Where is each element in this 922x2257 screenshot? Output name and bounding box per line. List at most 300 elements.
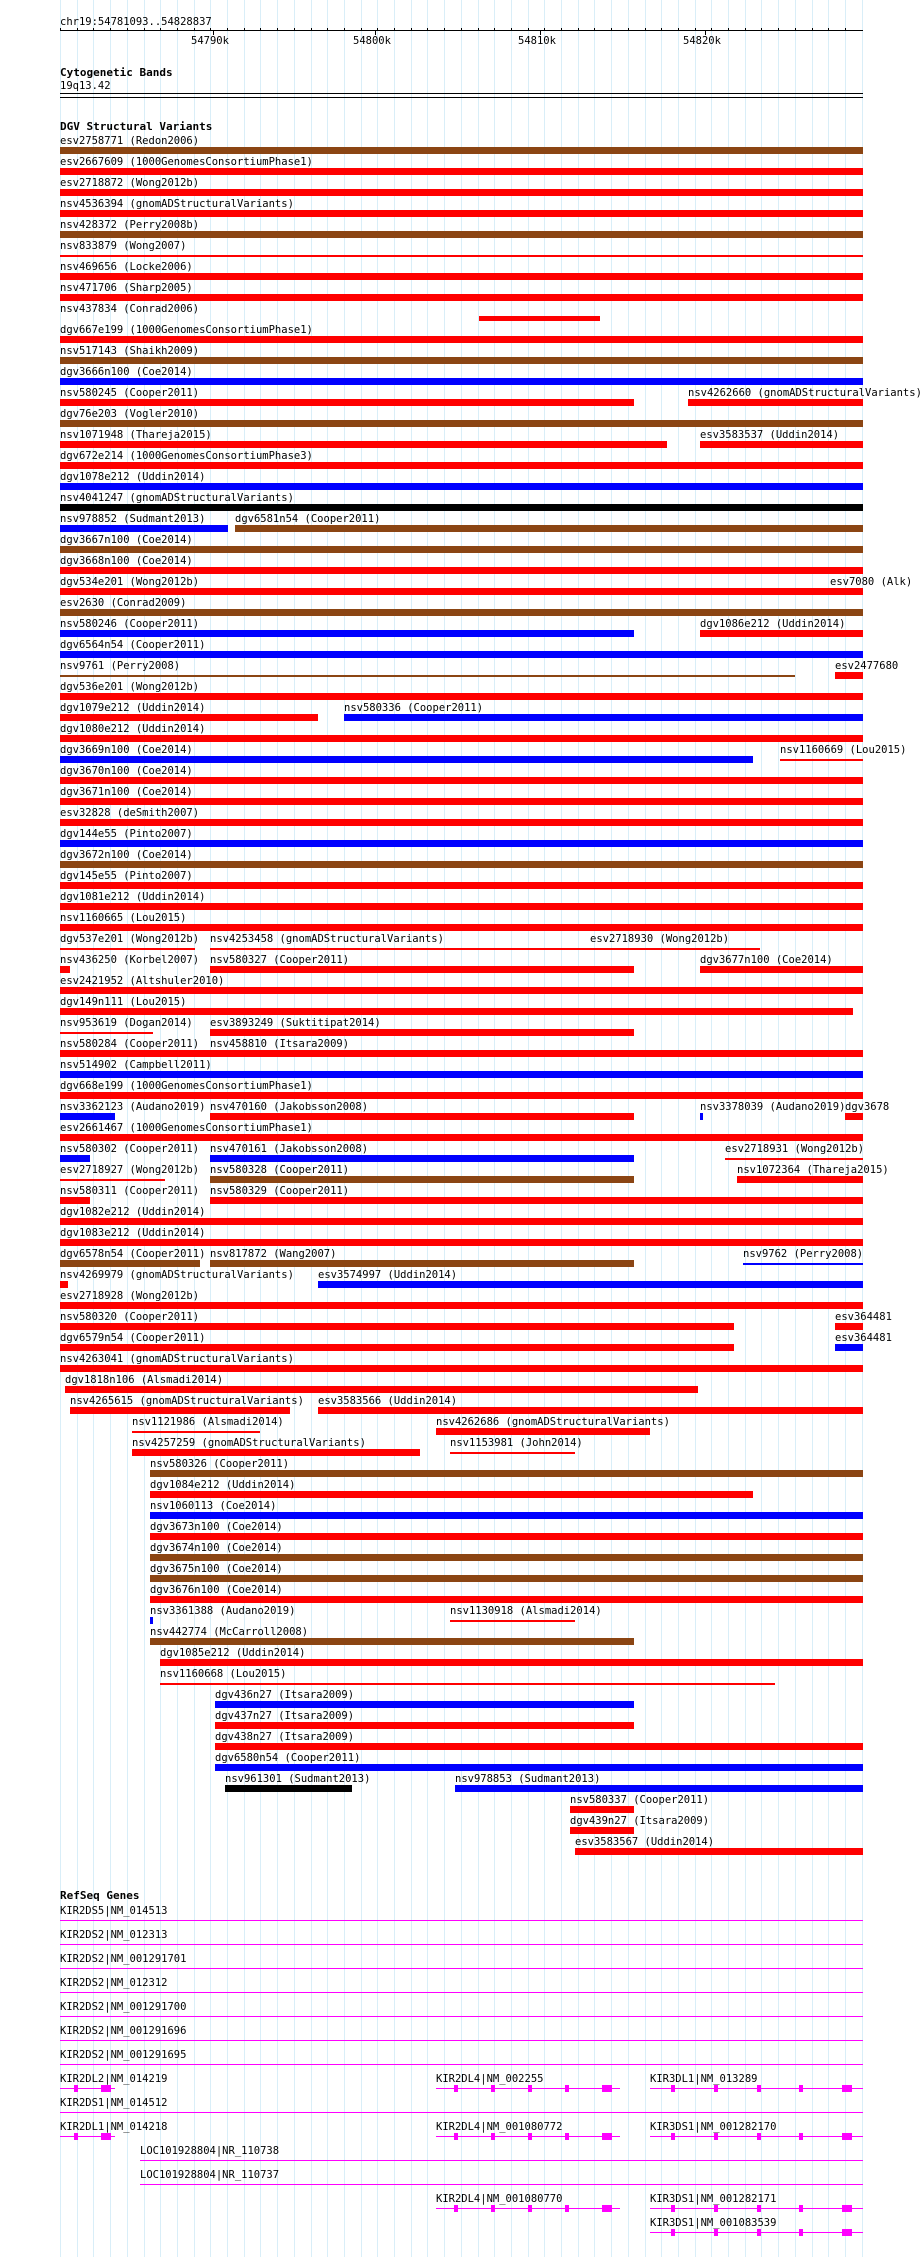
gene-exon (799, 2133, 803, 2140)
ruler-minor-tick (611, 28, 612, 31)
variant-bar[interactable] (60, 756, 753, 763)
variant-label[interactable]: nsv3362123 (Audano2019) (60, 1101, 206, 1113)
variant-label[interactable]: nsv1153981 (John2014) (450, 1437, 583, 1449)
variant-bar[interactable] (60, 336, 863, 343)
ruler-minor-tick (210, 28, 211, 31)
variant-label[interactable]: dgv438n27 (Itsara2009) (215, 1731, 355, 1743)
variant-label[interactable]: nsv1160665 (Lou2015) (60, 912, 187, 924)
variant-label[interactable]: dgv6564n54 (Cooper2011) (60, 639, 206, 651)
variant-label[interactable]: nsv469656 (Locke2006) (60, 261, 193, 273)
variant-bar[interactable] (150, 1554, 863, 1561)
variant-bar[interactable] (60, 819, 863, 826)
variant-label[interactable]: dgv439n27 (Itsara2009) (570, 1815, 710, 1827)
gene-label[interactable]: KIR2DS2|NM_001291700 (60, 2001, 187, 2013)
ruler-minor-tick (411, 28, 412, 31)
gene-label[interactable]: KIR3DS1|NM_001282170 (650, 2121, 777, 2133)
variant-label[interactable]: dgv534e201 (Wong2012b) (60, 576, 200, 588)
variant-label[interactable]: dgv145e55 (Pinto2007) (60, 870, 193, 882)
variant-bar[interactable] (60, 903, 863, 910)
variant-bar[interactable] (210, 1029, 634, 1036)
variant-label[interactable]: dgv436n27 (Itsara2009) (215, 1689, 355, 1701)
ruler-minor-tick (394, 28, 395, 31)
variant-bar[interactable] (150, 1596, 863, 1603)
variant-label[interactable]: esv3574997 (Uddin2014) (318, 1269, 458, 1281)
gene-exon (799, 2229, 803, 2236)
variant-bar[interactable] (60, 735, 863, 742)
variant-label[interactable]: dgv1079e212 (Uddin2014) (60, 702, 206, 714)
variant-bar[interactable] (725, 1158, 863, 1160)
ruler-minor-tick (661, 28, 662, 31)
variant-label[interactable]: nsv953619 (Dogan2014) (60, 1017, 193, 1029)
variant-label[interactable]: nsv1121986 (Alsmadi2014) (132, 1416, 284, 1428)
variant-label[interactable]: esv2630 (Conrad2009) (60, 597, 187, 609)
gene-label[interactable]: KIR2DS1|NM_014512 (60, 2097, 168, 2109)
gene-exon (565, 2133, 569, 2140)
variant-bar[interactable] (318, 1281, 863, 1288)
variant-label[interactable]: dgv3668n100 (Coe2014) (60, 555, 193, 567)
variant-label[interactable]: nsv1072364 (Thareja2015) (737, 1164, 889, 1176)
variant-bar[interactable] (60, 1092, 863, 1099)
variant-label[interactable]: dgv6580n54 (Cooper2011) (215, 1752, 361, 1764)
variant-label[interactable]: nsv4253458 (gnomADStructuralVariants) (210, 933, 444, 945)
variant-label[interactable]: nsv580302 (Cooper2011) (60, 1143, 200, 1155)
variant-label[interactable]: nsv978853 (Sudmant2013) (455, 1773, 601, 1785)
variant-label[interactable]: dgv3670n100 (Coe2014) (60, 765, 193, 777)
variant-bar[interactable] (60, 294, 863, 301)
variant-label[interactable]: dgv3671n100 (Coe2014) (60, 786, 193, 798)
gene-line[interactable] (60, 2112, 863, 2113)
variant-label[interactable]: dgv3677n100 (Coe2014) (700, 954, 833, 966)
gene-label[interactable]: KIR3DL1|NM_013289 (650, 2073, 758, 2085)
gene-label[interactable]: KIR2DS2|NM_001291701 (60, 1953, 187, 1965)
variant-label[interactable]: esv2718930 (Wong2012b) (590, 933, 730, 945)
gene-label[interactable]: KIR3DS1|NM_001282171 (650, 2193, 777, 2205)
variant-bar[interactable] (150, 1533, 863, 1540)
ruler-minor-tick (578, 28, 579, 31)
variant-label[interactable]: dgv3675n100 (Coe2014) (150, 1563, 283, 1575)
variant-bar[interactable] (60, 948, 195, 950)
variant-label[interactable]: dgv1081e212 (Uddin2014) (60, 891, 206, 903)
gene-line[interactable] (60, 1992, 863, 1993)
variant-label[interactable]: nsv1060113 (Coe2014) (150, 1500, 277, 1512)
variant-label[interactable]: nsv1071948 (Thareja2015) (60, 429, 212, 441)
ruler-minor-tick (260, 28, 261, 31)
variant-bar[interactable] (160, 1659, 863, 1666)
gene-exon (671, 2085, 675, 2092)
gene-label[interactable]: KIR2DS2|NM_001291696 (60, 2025, 187, 2037)
variant-bar[interactable] (688, 399, 863, 406)
variant-label[interactable]: dgv3666n100 (Coe2014) (60, 366, 193, 378)
variant-bar[interactable] (60, 441, 667, 448)
variant-bar[interactable] (150, 1491, 753, 1498)
variant-label[interactable]: esv2477680 (835, 660, 899, 672)
variant-label[interactable]: nsv4269979 (gnomADStructuralVariants) (60, 1269, 294, 1281)
variant-bar[interactable] (65, 1386, 698, 1393)
ruler-minor-tick (227, 28, 228, 31)
variant-label[interactable]: nsv3361388 (Audano2019) (150, 1605, 296, 1617)
gene-exon (101, 2085, 111, 2092)
variant-bar[interactable] (132, 1449, 420, 1456)
variant-label[interactable]: esv364481 (835, 1332, 892, 1344)
variant-bar[interactable] (210, 1113, 634, 1120)
ruler-position-label: chr19:54781093..54828837 (60, 16, 212, 28)
variant-label[interactable]: dgv6579n54 (Cooper2011) (60, 1332, 206, 1344)
variant-bar[interactable] (835, 1323, 863, 1330)
ruler-minor-tick (77, 28, 78, 31)
variant-label[interactable]: esv3893249 (Suktitipat2014) (210, 1017, 381, 1029)
variant-bar[interactable] (60, 1179, 165, 1181)
variant-label[interactable]: dgv1080e212 (Uddin2014) (60, 723, 206, 735)
gene-exon (714, 2085, 718, 2092)
variant-label[interactable]: dgv3669n100 (Coe2014) (60, 744, 193, 756)
variant-label[interactable]: nsv1160669 (Lou2015) (780, 744, 907, 756)
gene-exon (454, 2205, 458, 2212)
variant-label[interactable]: nsv428372 (Perry2008b) (60, 219, 200, 231)
gene-label[interactable]: KIR2DL4|NM_001080772 (436, 2121, 563, 2133)
variant-bar[interactable] (60, 1365, 863, 1372)
ruler-minor-tick (494, 28, 495, 31)
variant-label[interactable]: dgv3672n100 (Coe2014) (60, 849, 193, 861)
variant-bar[interactable] (60, 273, 863, 280)
variant-bar[interactable] (60, 1071, 863, 1078)
variant-bar[interactable] (225, 1785, 352, 1792)
variant-bar[interactable] (60, 924, 863, 931)
variant-bar[interactable] (60, 714, 318, 721)
variant-label[interactable]: nsv3378039 (Audano2019) (700, 1101, 846, 1113)
gene-exon (602, 2133, 612, 2140)
variant-label[interactable]: nsv580329 (Cooper2011) (210, 1185, 350, 1197)
variant-bar[interactable] (60, 567, 863, 574)
variant-label[interactable]: dgv76e203 (Vogler2010) (60, 408, 200, 420)
variant-label[interactable]: nsv1160668 (Lou2015) (160, 1668, 287, 1680)
variant-bar[interactable] (450, 1452, 575, 1454)
gene-label[interactable]: KIR2DS2|NM_001291695 (60, 2049, 187, 2061)
variant-label[interactable]: esv3583567 (Uddin2014) (575, 1836, 715, 1848)
ruler-minor-tick (60, 28, 61, 31)
variant-bar[interactable] (60, 147, 863, 154)
variant-label[interactable]: dgv437n27 (Itsara2009) (215, 1710, 355, 1722)
variant-bar[interactable] (60, 840, 863, 847)
variant-bar[interactable] (570, 1827, 634, 1834)
ruler-minor-tick (110, 28, 111, 31)
variant-bar[interactable] (60, 693, 863, 700)
variant-bar[interactable] (150, 1470, 863, 1477)
variant-bar[interactable] (455, 1785, 863, 1792)
variant-bar[interactable] (60, 1155, 90, 1162)
variant-label[interactable]: nsv442774 (McCarroll2008) (150, 1626, 309, 1638)
ruler-minor-tick (594, 28, 595, 31)
variant-label[interactable]: dgv3673n100 (Coe2014) (150, 1521, 283, 1533)
gene-label[interactable]: LOC101928804|NR_110737 (140, 2169, 280, 2181)
variant-bar[interactable] (150, 1617, 153, 1624)
variant-bar[interactable] (132, 1431, 260, 1433)
variant-bar[interactable] (479, 316, 600, 321)
variant-bar[interactable] (835, 672, 863, 679)
variant-bar[interactable] (570, 1806, 634, 1813)
gene-exon (757, 2229, 761, 2236)
variant-label[interactable]: dgv1083e212 (Uddin2014) (60, 1227, 206, 1239)
variant-label[interactable]: dgv3676n100 (Coe2014) (150, 1584, 283, 1596)
variant-bar[interactable] (60, 210, 863, 217)
variant-label[interactable]: dgv6578n54 (Cooper2011) (60, 1248, 206, 1260)
gene-label[interactable]: KIR2DL4|NM_001080770 (436, 2193, 563, 2205)
variant-bar[interactable] (60, 861, 863, 868)
variant-bar[interactable] (60, 609, 863, 616)
gene-exon (528, 2133, 532, 2140)
variant-bar[interactable] (60, 1323, 734, 1330)
variant-label[interactable]: dgv536e201 (Wong2012b) (60, 681, 200, 693)
variant-bar[interactable] (210, 948, 590, 950)
variant-bar[interactable] (60, 798, 863, 805)
variant-label[interactable]: nsv580326 (Cooper2011) (150, 1458, 290, 1470)
variant-label[interactable]: nsv580337 (Cooper2011) (570, 1794, 710, 1806)
gene-line[interactable] (140, 2184, 863, 2185)
gene-label[interactable]: KIR2DS2|NM_012312 (60, 1977, 168, 1989)
gene-line[interactable] (60, 1944, 863, 1945)
variant-bar[interactable] (700, 1113, 703, 1120)
variant-label[interactable]: nsv817872 (Wang2007) (210, 1248, 337, 1260)
variant-label[interactable]: nsv580246 (Cooper2011) (60, 618, 200, 630)
gene-label[interactable]: KIR2DL1|NM_014218 (60, 2121, 168, 2133)
variant-label[interactable]: esv2718928 (Wong2012b) (60, 1290, 200, 1302)
variant-bar[interactable] (150, 1575, 863, 1582)
variant-label[interactable]: dgv3667n100 (Coe2014) (60, 534, 193, 546)
variant-bar[interactable] (60, 546, 863, 553)
gene-label[interactable]: KIR3DS1|NM_001083539 (650, 2217, 777, 2229)
variant-label[interactable]: nsv4263041 (gnomADStructuralVariants) (60, 1353, 294, 1365)
variant-bar[interactable] (737, 1176, 863, 1183)
variant-bar[interactable] (60, 1281, 68, 1288)
variant-label[interactable]: dgv1818n106 (Alsmadi2014) (65, 1374, 224, 1386)
variant-label[interactable]: nsv1130918 (Alsmadi2014) (450, 1605, 602, 1617)
variant-label[interactable]: esv2661467 (1000GenomesConsortiumPhase1) (60, 1122, 313, 1134)
variant-label[interactable]: nsv580284 (Cooper2011) (60, 1038, 200, 1050)
gene-label[interactable]: KIR2DS2|NM_012313 (60, 1929, 168, 1941)
variant-label[interactable]: nsv9762 (Perry2008) (743, 1248, 864, 1260)
variant-label[interactable]: nsv961301 (Sudmant2013) (225, 1773, 371, 1785)
variant-bar[interactable] (700, 441, 863, 448)
gene-label[interactable]: KIR2DL4|NM_002255 (436, 2073, 544, 2085)
variant-bar[interactable] (210, 1260, 634, 1267)
variant-label[interactable]: dgv1078e212 (Uddin2014) (60, 471, 206, 483)
gene-exon (528, 2085, 532, 2092)
variant-label[interactable]: nsv580311 (Cooper2011) (60, 1185, 200, 1197)
variant-label[interactable]: nsv580320 (Cooper2011) (60, 1311, 200, 1323)
variant-bar[interactable] (210, 1176, 634, 1183)
variant-bar[interactable] (60, 1260, 200, 1267)
variant-bar[interactable] (60, 504, 863, 511)
variant-label[interactable]: nsv471706 (Sharp2005) (60, 282, 193, 294)
variant-label[interactable]: nsv470161 (Jakobsson2008) (210, 1143, 369, 1155)
ruler-minor-tick (361, 28, 362, 31)
gene-exon (842, 2205, 852, 2212)
variant-label[interactable]: nsv514902 (Campbell2011) (60, 1059, 212, 1071)
variant-bar[interactable] (845, 1113, 863, 1120)
variant-label[interactable]: nsv580245 (Cooper2011) (60, 387, 200, 399)
variant-bar[interactable] (60, 1302, 863, 1309)
variant-label[interactable]: dgv149n111 (Lou2015) (60, 996, 187, 1008)
variant-label[interactable]: nsv580336 (Cooper2011) (344, 702, 484, 714)
gene-line[interactable] (60, 2040, 863, 2041)
variant-bar[interactable] (60, 255, 863, 257)
variant-bar[interactable] (60, 525, 228, 532)
variant-bar[interactable] (743, 1263, 863, 1265)
variant-bar[interactable] (60, 1032, 153, 1034)
variant-bar[interactable] (60, 420, 863, 427)
variant-bar[interactable] (590, 948, 760, 950)
variant-bar[interactable] (60, 399, 634, 406)
variant-bar[interactable] (60, 168, 863, 175)
variant-bar[interactable] (150, 1512, 863, 1519)
variant-bar[interactable] (60, 1239, 863, 1246)
variant-label[interactable]: nsv437834 (Conrad2006) (60, 303, 200, 315)
variant-label[interactable]: nsv4536394 (gnomADStructuralVariants) (60, 198, 294, 210)
variant-label[interactable]: nsv4262686 (gnomADStructuralVariants) (436, 1416, 670, 1428)
variant-bar[interactable] (60, 483, 863, 490)
gene-line[interactable] (60, 2064, 863, 2065)
gene-line[interactable] (60, 1920, 863, 1921)
cytoband-label: 19q13.42 (60, 80, 111, 92)
variant-bar[interactable] (215, 1722, 634, 1729)
variant-bar[interactable] (60, 357, 863, 364)
ruler-minor-tick (828, 28, 829, 31)
gene-exon (842, 2229, 852, 2236)
cytoband-track-title: Cytogenetic Bands (60, 66, 173, 79)
variant-bar[interactable] (318, 1407, 863, 1414)
variant-label[interactable]: nsv4041247 (gnomADStructuralVariants) (60, 492, 294, 504)
variant-label[interactable]: esv2667609 (1000GenomesConsortiumPhase1) (60, 156, 313, 168)
variant-bar[interactable] (700, 966, 863, 973)
variant-bar[interactable] (60, 1134, 863, 1141)
variant-label[interactable]: esv364481 (835, 1311, 892, 1323)
ruler-minor-tick (695, 28, 696, 31)
ruler-minor-tick (628, 28, 629, 31)
variant-bar[interactable] (60, 189, 863, 196)
variant-bar[interactable] (60, 378, 863, 385)
variant-label[interactable]: nsv9761 (Perry2008) (60, 660, 181, 672)
variant-bar[interactable] (780, 759, 863, 761)
variant-label[interactable]: nsv517143 (Shaikh2009) (60, 345, 200, 357)
variant-bar[interactable] (215, 1701, 634, 1708)
variant-label[interactable]: dgv1082e212 (Uddin2014) (60, 1206, 206, 1218)
variant-label[interactable]: nsv580328 (Cooper2011) (210, 1164, 350, 1176)
variant-bar[interactable] (60, 651, 863, 658)
ruler-minor-tick (444, 28, 445, 31)
variant-bar[interactable] (60, 1113, 115, 1120)
variant-bar[interactable] (60, 231, 863, 238)
variant-bar[interactable] (210, 1155, 634, 1162)
variant-bar[interactable] (700, 630, 863, 637)
variant-label[interactable]: esv3583566 (Uddin2014) (318, 1395, 458, 1407)
variant-bar[interactable] (830, 588, 863, 595)
ruler-minor-tick (427, 28, 428, 31)
variant-label[interactable]: nsv4257259 (gnomADStructuralVariants) (132, 1437, 366, 1449)
gene-line[interactable] (60, 2016, 863, 2017)
variant-bar[interactable] (60, 675, 795, 677)
variant-bar[interactable] (70, 1407, 290, 1414)
variant-label[interactable]: nsv580327 (Cooper2011) (210, 954, 350, 966)
variant-bar[interactable] (210, 1197, 863, 1204)
ruler-minor-tick (711, 28, 712, 31)
gene-exon (602, 2205, 612, 2212)
variant-label[interactable]: esv32828 (deSmith2007) (60, 807, 200, 819)
variant-label[interactable]: dgv3678 (845, 1101, 890, 1113)
variant-bar[interactable] (344, 714, 863, 721)
variant-bar[interactable] (60, 966, 70, 973)
refseq-track-title: RefSeq Genes (60, 1889, 140, 1902)
variant-label[interactable]: nsv436250 (Korbel2007) (60, 954, 200, 966)
variant-label[interactable]: dgv667e199 (1000GenomesConsortiumPhase1) (60, 324, 313, 336)
ruler-minor-tick (244, 28, 245, 31)
variant-bar[interactable] (215, 1743, 863, 1750)
variant-label[interactable]: dgv537e201 (Wong2012b) (60, 933, 200, 945)
variant-label[interactable]: dgv144e55 (Pinto2007) (60, 828, 193, 840)
variant-bar[interactable] (210, 966, 634, 973)
variant-label[interactable]: esv2718872 (Wong2012b) (60, 177, 200, 189)
ruler-tick-label: 54800k (353, 35, 391, 47)
gene-exon (491, 2085, 495, 2092)
variant-bar[interactable] (60, 588, 830, 595)
variant-bar[interactable] (60, 882, 863, 889)
variant-bar[interactable] (235, 525, 863, 532)
variant-bar[interactable] (450, 1620, 575, 1622)
variant-label[interactable]: dgv3674n100 (Coe2014) (150, 1542, 283, 1554)
variant-label[interactable]: esv7080 (Alk) (830, 576, 913, 588)
variant-bar[interactable] (60, 987, 863, 994)
gene-label[interactable]: KIR2DL2|NM_014219 (60, 2073, 168, 2085)
variant-label[interactable]: dgv668e199 (1000GenomesConsortiumPhase1) (60, 1080, 313, 1092)
ruler-minor-tick (528, 28, 529, 31)
variant-label[interactable]: esv2718931 (Wong2012b) (725, 1143, 865, 1155)
variant-bar[interactable] (60, 462, 863, 469)
gene-label[interactable]: KIR2DS5|NM_014513 (60, 1905, 168, 1917)
gene-line[interactable] (140, 2160, 863, 2161)
variant-bar[interactable] (575, 1848, 863, 1855)
variant-bar[interactable] (210, 1050, 863, 1057)
variant-label[interactable]: nsv4265615 (gnomADStructuralVariants) (70, 1395, 304, 1407)
variant-label[interactable]: esv2758771 (Redon2006) (60, 135, 200, 147)
variant-bar[interactable] (150, 1638, 634, 1645)
variant-label[interactable]: esv2421952 (Altshuler2010) (60, 975, 225, 987)
variant-label[interactable]: nsv833879 (Wong2007) (60, 240, 187, 252)
variant-bar[interactable] (160, 1683, 775, 1685)
variant-bar[interactable] (835, 1344, 863, 1351)
variant-label[interactable]: esv2718927 (Wong2012b) (60, 1164, 200, 1176)
variant-bar[interactable] (60, 1344, 734, 1351)
variant-bar[interactable] (60, 630, 634, 637)
variant-label[interactable]: dgv1086e212 (Uddin2014) (700, 618, 846, 630)
variant-label[interactable]: dgv1085e212 (Uddin2014) (160, 1647, 306, 1659)
gene-label[interactable]: LOC101928804|NR_110738 (140, 2145, 280, 2157)
variant-label[interactable]: nsv4262660 (gnomADStructuralVariants) (688, 387, 922, 399)
variant-label[interactable]: esv3583537 (Uddin2014) (700, 429, 840, 441)
variant-bar[interactable] (60, 1197, 90, 1204)
variant-label[interactable]: dgv6581n54 (Cooper2011) (235, 513, 381, 525)
variant-bar[interactable] (436, 1428, 650, 1435)
variant-label[interactable]: dgv672e214 (1000GenomesConsortiumPhase3) (60, 450, 313, 462)
variant-bar[interactable] (60, 1008, 853, 1015)
variant-bar[interactable] (60, 1218, 863, 1225)
variant-label[interactable]: dgv1084e212 (Uddin2014) (150, 1479, 296, 1491)
gene-line[interactable] (60, 1968, 863, 1969)
variant-bar[interactable] (215, 1764, 863, 1771)
variant-bar[interactable] (60, 777, 863, 784)
ruler-minor-tick (127, 28, 128, 31)
ruler-minor-tick (478, 28, 479, 31)
variant-label[interactable]: nsv470160 (Jakobsson2008) (210, 1101, 369, 1113)
variant-label[interactable]: nsv458810 (Itsara2009) (210, 1038, 350, 1050)
variant-label[interactable]: nsv978852 (Sudmant2013) (60, 513, 206, 525)
